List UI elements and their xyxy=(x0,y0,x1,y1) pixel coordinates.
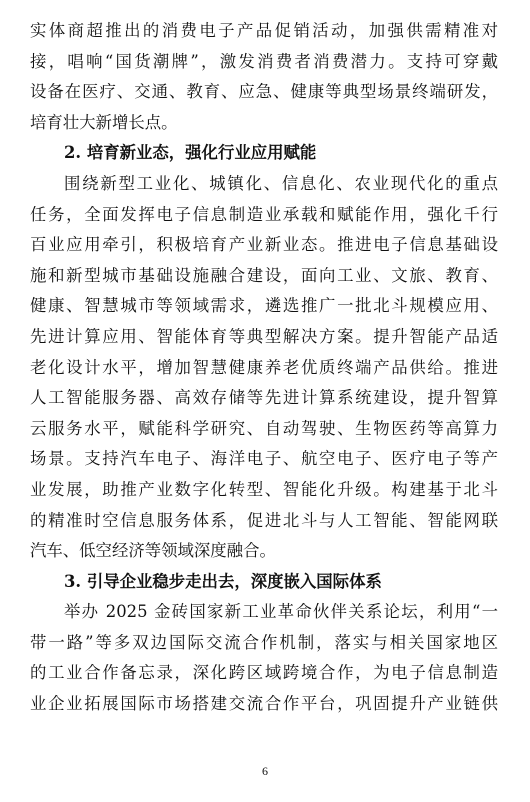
section-heading: 3. 引导企业稳步走出去，深度嵌入国际体系 xyxy=(64,571,382,591)
text-line: 健康、智慧城市等领域需求，遴选推广一批北斗规模应用、 xyxy=(30,296,498,316)
text-line: 先进计算应用、智能体育等典型解决方案。提升智能产品适 xyxy=(30,326,498,346)
text-line: 场景。支持汽车电子、海洋电子、航空电子、医疗电子等产 xyxy=(30,449,498,469)
section-2 xyxy=(30,138,498,566)
text-line: 云服务水平，赋能科学研究、自动驾驶、生物医药等高算力 xyxy=(30,418,498,438)
text-line: 任务，全面发挥电子信息制造业承载和赋能作用，强化千行 xyxy=(30,204,498,224)
text-line: 接，唱响“国货潮牌”，激发消费者消费潜力。支持可穿戴 xyxy=(30,51,498,71)
section-heading: 2. 培育新业态，强化行业应用赋能 xyxy=(64,143,317,163)
text-line: 人工智能服务器、高效存储等先进计算系统建设，提升智算 xyxy=(30,388,498,408)
text-line: 的工业合作备忘录，深化跨区域跨境合作，为电子信息制造 xyxy=(30,663,498,683)
text-line: 汽车、低空经济等领域深度融合。 xyxy=(30,541,276,561)
text-line: 施和新型城市基础设施融合建设，面向工业、文旅、教育、 xyxy=(30,265,498,285)
text-line: 实体商超推出的消费电子产品促销活动，加强供需精准对 xyxy=(30,21,498,40)
text-line: 百业应用牵引，积极培育产业新业态。推进电子信息基础设 xyxy=(30,235,498,255)
text-line: 举办 2025 金砖国家新工业革命伙伴关系论坛，利用“一 xyxy=(64,602,498,622)
text-line: 带一路”等多双边国际交流合作机制，落实与相关国家地区 xyxy=(30,632,498,652)
document-body xyxy=(30,16,498,720)
text-line: 围绕新型工业化、城镇化、信息化、农业现代化的重点 xyxy=(64,173,498,193)
text-line: 的精准时空信息服务体系，促进北斗与人工智能、智能网联 xyxy=(30,510,498,530)
text-line: 培育壮大新增长点。 xyxy=(30,112,178,132)
section-3 xyxy=(30,567,498,720)
text-line: 老化设计水平，增加智慧健康养老优质终端产品供给。推进 xyxy=(30,357,498,377)
text-line: 业发展，助推产业数字化转型、智能化升级。构建基于北斗 xyxy=(30,479,498,499)
text-line: 业企业拓展国际市场搭建交流合作平台，巩固提升产业链供 xyxy=(30,694,498,714)
page-number: 6 xyxy=(262,764,268,778)
paragraph-continuation xyxy=(30,16,498,138)
text-line: 设备在医疗、交通、教育、应急、健康等典型场景终端研发， xyxy=(30,82,498,102)
